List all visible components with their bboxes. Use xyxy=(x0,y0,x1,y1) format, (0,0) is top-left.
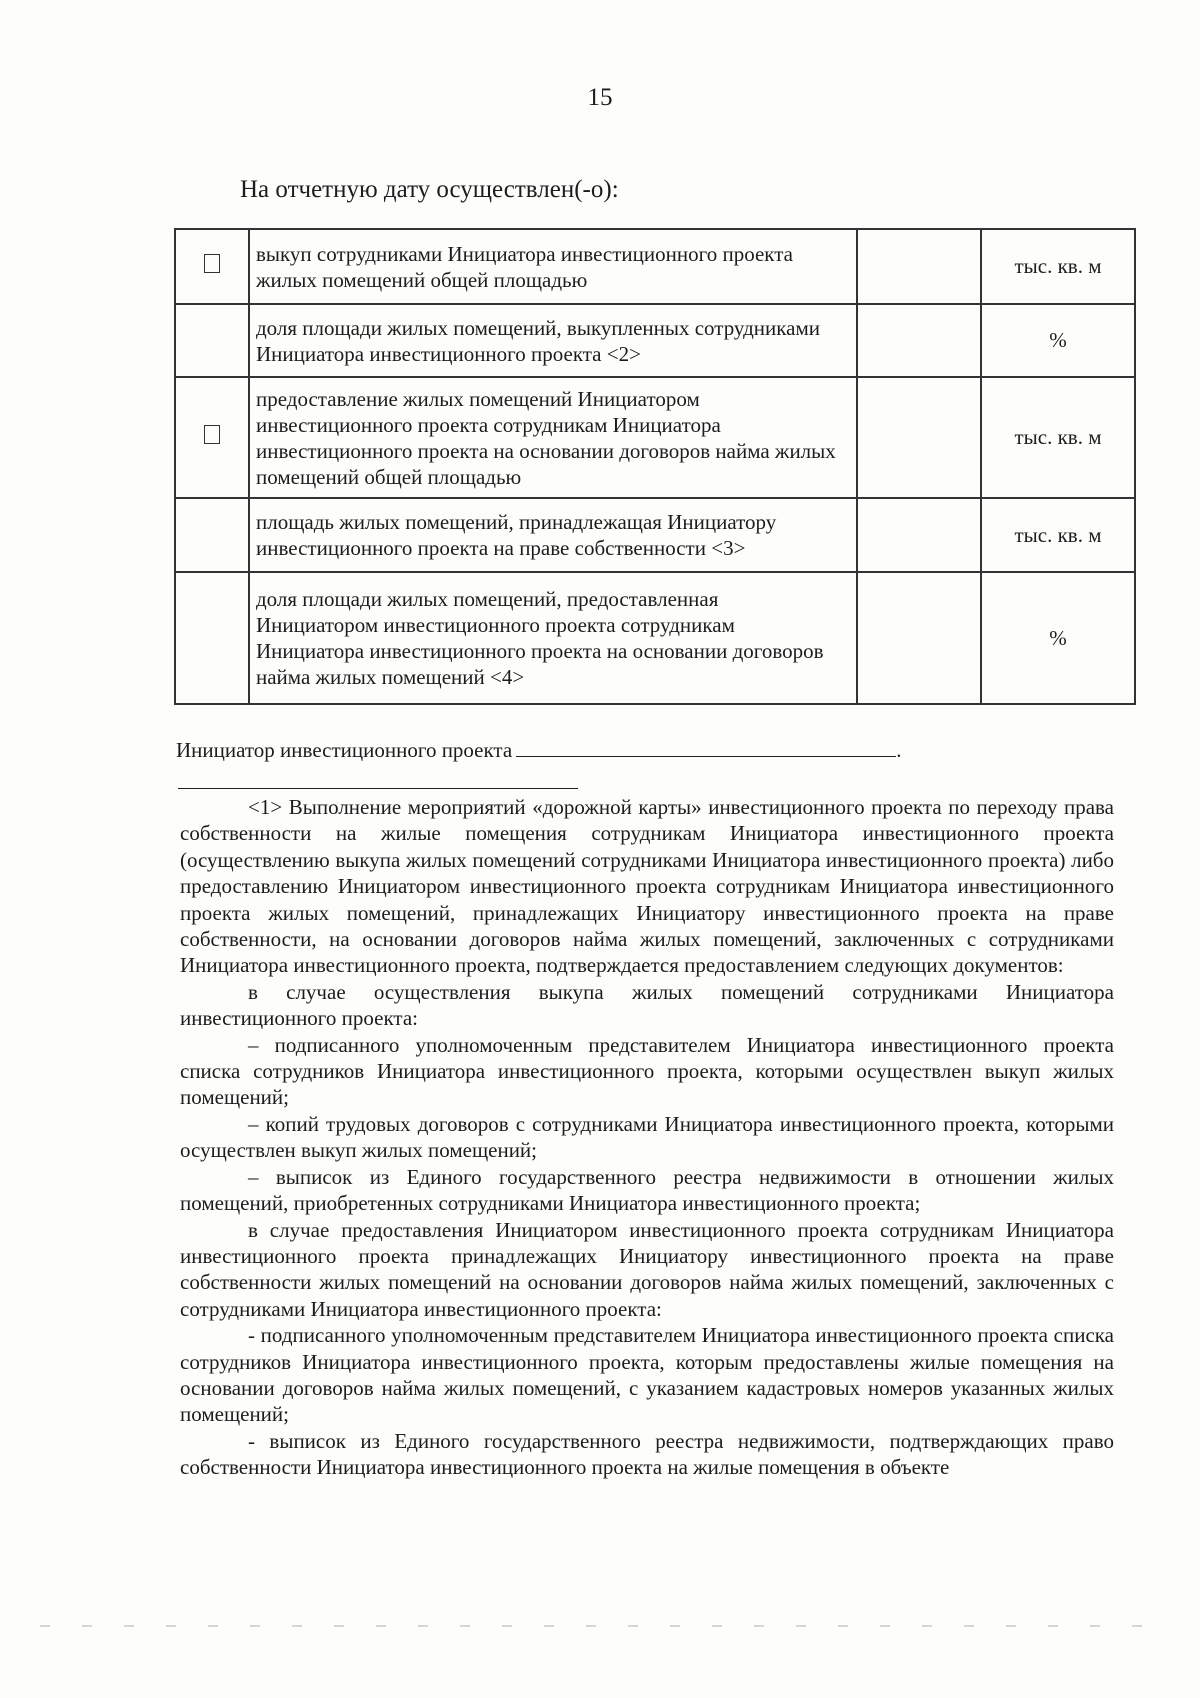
checkbox-cell xyxy=(175,304,249,377)
row-description: доля площади жилых помещений, предоставленная Инициатором инвестиционного проекта сотрудникам Инициатора инвестиционного проекта на основании договоров найма жилых помещений <4> xyxy=(249,572,857,704)
table-row xyxy=(175,229,1135,304)
row-value xyxy=(857,304,981,377)
footnote-paragraph: <1> Выполнение мероприятий «дорожной карты» инвестиционного проекта по переходу права собственности на жилые помещения сотрудникам Инициатора инвестиционного проекта (осуществлению выкупа жилых помещений сотрудниками Инициатора инвестиционного проекта) либо предоставлению Инициатором инвестиционного проекта сотрудникам Инициатора инвестиционного проекта жилых помещений, принадлежащих Инициатору инвестиционного проекта на праве собственности, на основании договоров найма жилых помещений, заключенных с сотрудниками Инициатора инвестиционного проекта, подтверждается предоставлением следующих документов: xyxy=(180,795,1114,978)
row-unit: % xyxy=(981,572,1135,704)
row-unit: % xyxy=(981,304,1135,377)
checkbox-cell xyxy=(175,498,249,572)
checkbox[interactable] xyxy=(204,254,220,273)
report-table xyxy=(174,228,1136,705)
table-row xyxy=(175,572,1135,704)
row-value xyxy=(857,377,981,498)
row-unit: тыс. кв. м xyxy=(981,498,1135,572)
signature-line xyxy=(516,738,896,757)
footnote-separator xyxy=(178,788,578,789)
row-unit: тыс. кв. м xyxy=(981,229,1135,304)
row-unit: тыс. кв. м xyxy=(981,377,1135,498)
row-description: выкуп сотрудниками Инициатора инвестиционного проекта жилых помещений общей площадью xyxy=(249,229,857,304)
footnote-paragraph: в случае предоставления Инициатором инвестиционного проекта сотрудникам Инициатора инвестиционного проекта принадлежащих Инициатору инвестиционного проекта на праве собственности жилых помещений на основании договоров найма жилых помещений, заключенных с сотрудниками Инициатора инвестиционного проекта: xyxy=(180,1217,1114,1321)
table-row xyxy=(175,377,1135,498)
footnote-paragraph: – копий трудовых договоров с сотрудниками Инициатора инвестиционного проекта, которыми осуществлен выкуп жилых помещений; xyxy=(180,1111,1114,1163)
row-description: площадь жилых помещений, принадлежащая Инициатору инвестиционного проекта на праве собственности <3> xyxy=(249,498,857,572)
checkbox[interactable] xyxy=(204,425,220,444)
report-heading: На отчетную дату осуществлен(-о): xyxy=(240,176,619,203)
footnotes xyxy=(180,794,1114,1481)
table-row xyxy=(175,304,1135,377)
footnote-paragraph: – выписок из Единого государственного реестра недвижимости в отношении жилых помещений, приобретенных сотрудниками Инициатора инвестиционного проекта; xyxy=(180,1164,1114,1216)
signature-end: . xyxy=(896,738,902,762)
row-description: предоставление жилых помещений Инициатором инвестиционного проекта сотрудникам Инициатора инвестиционного проекта на основании договоров найма жилых помещений общей площадью xyxy=(249,377,857,498)
checkbox-cell xyxy=(175,572,249,704)
footnote-paragraph: – подписанного уполномоченным представителем Инициатора инвестиционного проекта списка сотрудников Инициатора инвестиционного проекта, которыми осуществлен выкуп жилых помещений; xyxy=(180,1032,1114,1110)
footnote-paragraph: в случае осуществления выкупа жилых помещений сотрудниками Инициатора инвестиционного проекта: xyxy=(180,979,1114,1031)
checkbox-cell xyxy=(175,377,249,498)
signature-label: Инициатор инвестиционного проекта xyxy=(176,738,513,762)
table-row xyxy=(175,498,1135,572)
row-description: доля площади жилых помещений, выкупленных сотрудниками Инициатора инвестиционного проекта <2> xyxy=(249,304,857,377)
scan-artifact xyxy=(40,1625,1160,1627)
page-number: 15 xyxy=(587,84,613,111)
footnote-paragraph: - подписанного уполномоченным представителем Инициатора инвестиционного проекта списка сотрудников Инициатора инвестиционного проекта, которым предоставлены жилые помещения на основании договоров найма жилых помещений, с указанием кадастровых номеров указанных жилых помещений; xyxy=(180,1323,1114,1427)
row-value xyxy=(857,229,981,304)
footnote-paragraph: - выписок из Единого государственного реестра недвижимости, подтверждающих право собственности Инициатора инвестиционного проекта на жилые помещения в объекте xyxy=(180,1428,1114,1480)
row-value xyxy=(857,498,981,572)
checkbox-cell xyxy=(175,229,249,304)
row-value xyxy=(857,572,981,704)
signature-block xyxy=(176,738,901,763)
